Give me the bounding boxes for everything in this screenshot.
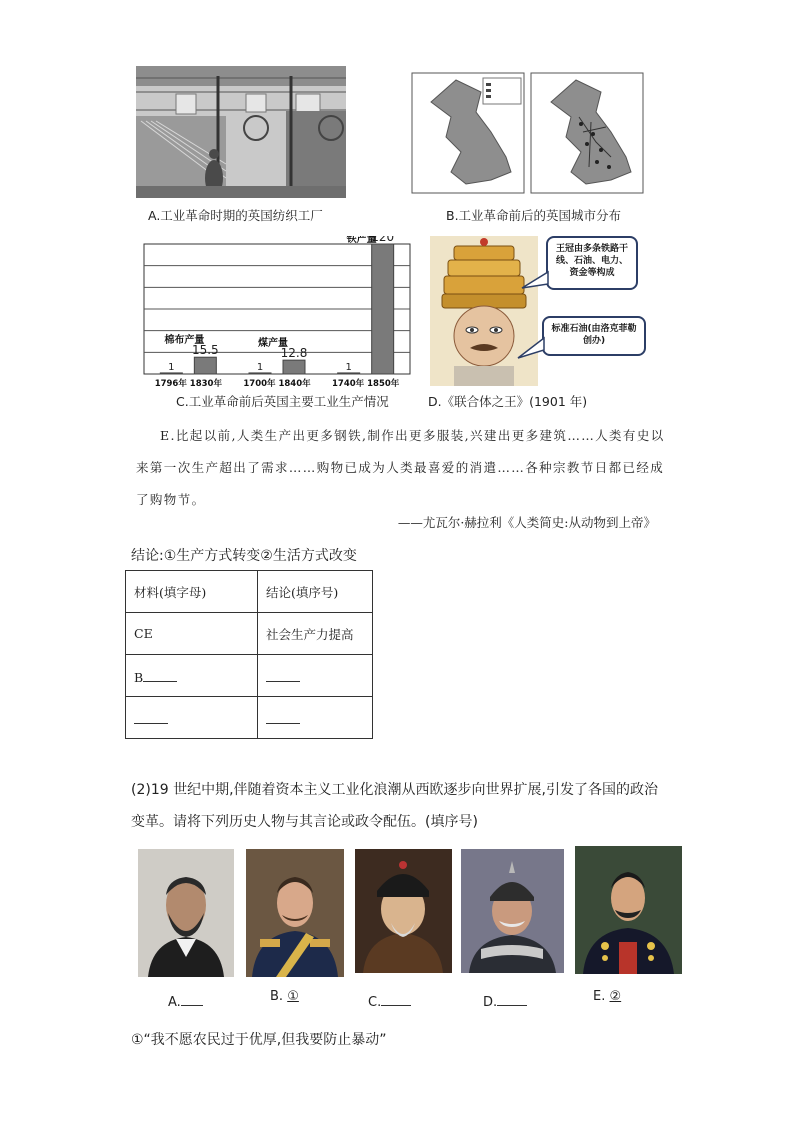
portrait-b-letter: B. — [270, 989, 284, 1004]
figure-c-production-chart — [140, 236, 415, 391]
table-cell-material[interactable] — [126, 697, 258, 739]
table-row — [126, 697, 373, 739]
portrait-a-label — [168, 991, 203, 1010]
portrait-a — [138, 849, 234, 977]
portrait-b-answer: ① — [287, 989, 299, 1004]
chart-bar — [194, 357, 216, 374]
figure-c-caption: C.工业革命前后英国主要工业生产情况 — [176, 394, 389, 409]
table-row — [126, 613, 373, 655]
chart-bar — [160, 373, 182, 374]
figure-a-caption: A.工业革命时期的英国纺织工厂 — [148, 208, 323, 223]
portrait-e — [575, 846, 682, 974]
answer-blank[interactable] — [134, 709, 168, 724]
chart-tick-label: 1700年 1840年 — [243, 379, 311, 389]
chart-tick-label: 1740年 1850年 — [332, 379, 400, 389]
figure-b-city-maps — [411, 72, 644, 194]
chart-series-label: 煤产量 — [258, 338, 288, 350]
material-e-text: E.比起以前,人类生产出更多钢铁,制作出更多服装,兴建出更多建筑……人类有史以来第一次生产超出了需求……购物已成为人类最喜爱的消遣……各种宗教节日都已经成了购物节。 — [136, 428, 665, 507]
portrait-c-letter: C. — [368, 995, 382, 1010]
speech-bubble-crown-text: 王冠由多条铁路干线、石油、电力、资金等构成 — [555, 244, 628, 278]
table-cell-material-text: B — [134, 669, 144, 685]
figure-d-caption: D.《联合体之王》(1901 年) — [428, 394, 588, 409]
bubble-pointer-2 — [516, 336, 546, 360]
figure-b-caption: B.工业革命前后的英国城市分布 — [446, 208, 622, 223]
portrait-c-label — [368, 991, 411, 1010]
table-cell-material: CE — [126, 613, 258, 655]
answer-blank[interactable] — [381, 991, 411, 1006]
portrait-b-label — [270, 989, 299, 1004]
answer-blank[interactable] — [266, 667, 300, 682]
portrait-e-label — [593, 989, 621, 1004]
table-cell-material[interactable] — [126, 655, 258, 697]
portrait-c — [355, 849, 452, 973]
table-cell-conclusion: 社会生产力提高 — [258, 613, 373, 655]
conclusion-text: 结论:①生产方式转变②生活方式改变 — [131, 548, 357, 564]
answer-blank[interactable] — [497, 991, 527, 1006]
chart-series-label: 铁产量 — [346, 236, 377, 245]
answer-blank[interactable] — [266, 709, 300, 724]
chart-bar — [372, 244, 394, 374]
figure-a-textile-factory — [136, 66, 346, 198]
crown-icon — [442, 238, 526, 308]
chart-data-label: 15.5 — [191, 343, 219, 358]
question-2-text: (2)19 世纪中期,伴随着资本主义工业化浪潮从西欧逐步向世界扩展,引发了各国的政治变革。请将下列历史人物与其言论或政令配伍。(填序号) — [131, 782, 658, 830]
chart-data-label: 1 — [256, 361, 264, 373]
quote-1: ①“我不愿农民过于优厚,但我要防止暴动” — [131, 1032, 387, 1048]
table-header-material: 材料(填字母) — [126, 571, 258, 613]
table-cell-conclusion[interactable] — [258, 655, 373, 697]
chart-tick-label: 1796年 1830年 — [154, 379, 222, 389]
chart-bar — [338, 373, 360, 374]
portrait-e-answer: ② — [609, 989, 622, 1004]
portrait-a-letter: A. — [168, 995, 181, 1010]
chart-data-label: 12.8 — [280, 346, 308, 361]
table-row — [126, 655, 373, 697]
chart-data-label: 120 — [371, 236, 395, 244]
speech-bubble-oil — [542, 316, 646, 356]
speech-bubble-oil-text: 标准石油(由洛克菲勒创办) — [551, 324, 637, 346]
speech-bubble-crown — [546, 236, 638, 290]
chart-data-label: 1 — [345, 361, 352, 373]
king-of-combinations-cartoon — [430, 236, 538, 386]
answer-blank[interactable] — [143, 667, 177, 682]
portrait-b — [246, 849, 344, 977]
chart-data-label: 1 — [168, 361, 175, 373]
table-header-conclusion: 结论(填序号) — [258, 571, 373, 613]
chart-series-label: 棉布产量 — [164, 335, 205, 347]
uk-maps-illustration — [411, 72, 644, 194]
portrait-e-letter: E. — [593, 989, 606, 1004]
table-cell-conclusion[interactable] — [258, 697, 373, 739]
chart-bar — [249, 373, 271, 374]
factory-illustration — [136, 66, 346, 198]
table-row — [126, 571, 373, 613]
portrait-d-label — [483, 991, 527, 1010]
answer-blank[interactable] — [181, 991, 203, 1006]
portrait-d — [461, 849, 564, 973]
bubble-pointer-1 — [520, 270, 550, 290]
portrait-d-letter: D. — [483, 995, 498, 1010]
production-bar-chart — [140, 236, 415, 391]
figure-d-cartoon — [430, 236, 538, 386]
chart-bar — [283, 360, 305, 374]
answer-table — [125, 570, 373, 739]
material-e-source: ——尤瓦尔·赫拉利《人类简史:从动物到上帝》 — [397, 515, 656, 530]
